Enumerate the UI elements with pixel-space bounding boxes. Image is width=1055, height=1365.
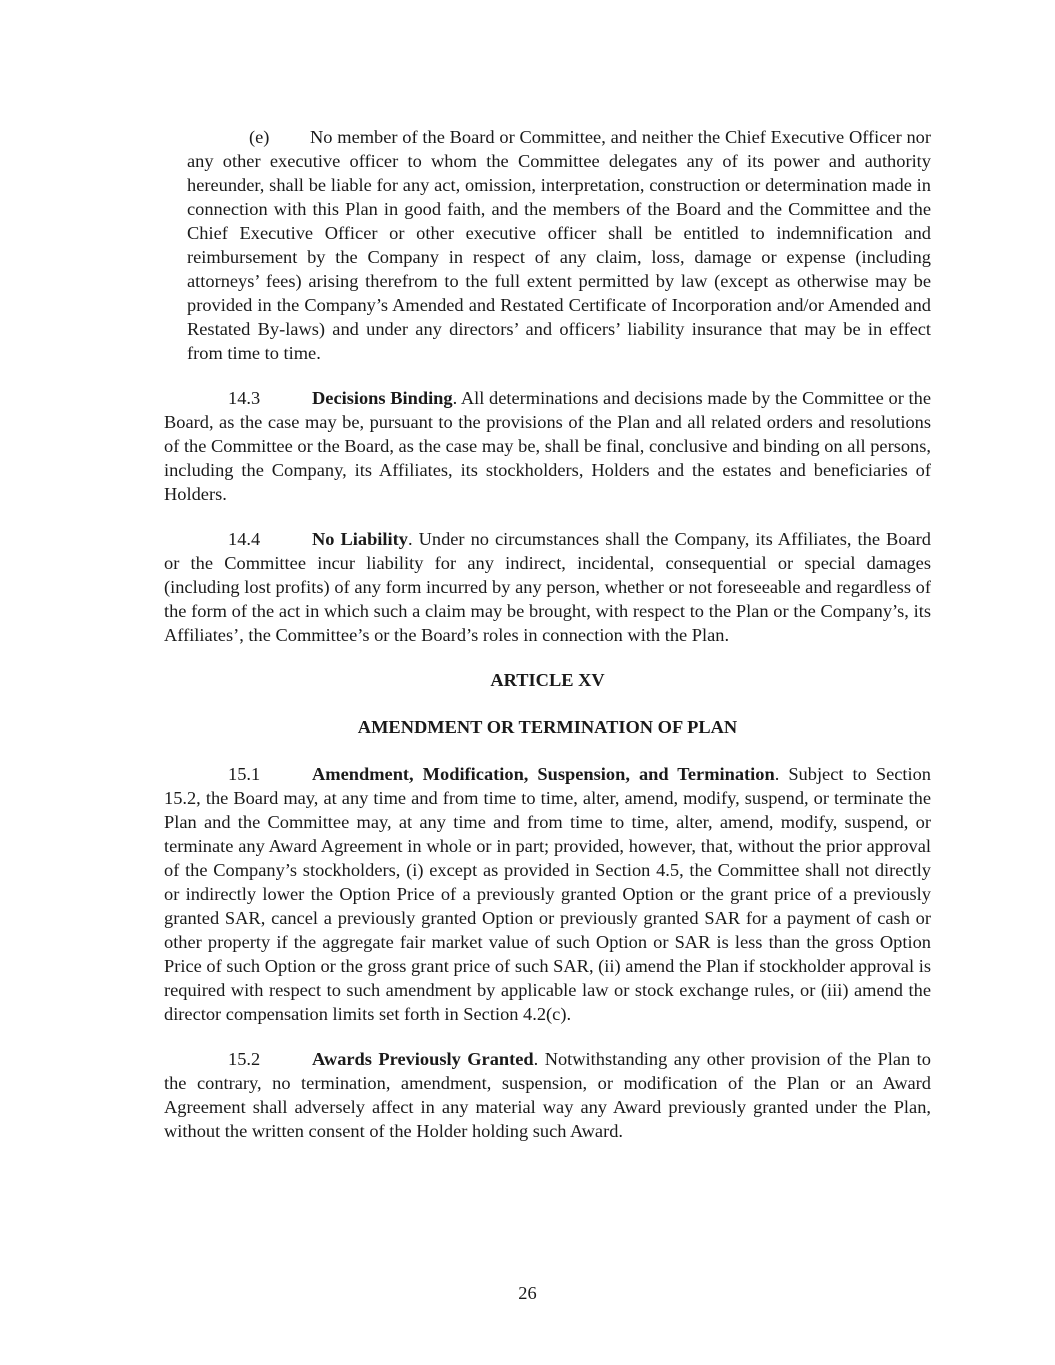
article-subtitle: AMENDMENT OR TERMINATION OF PLAN [357,717,738,737]
section-15-2-paragraph [164,1047,931,1143]
section-14-4-number: 14.4 [228,529,261,549]
section-14-4-text: . Under no circumstances shall the Company, its Affiliates, the Board or the Committee incur liability for any indirect, incidental, consequential or special damages (including lost profits) of any form incurred by any person, whether or not foreseeable and regardless of the form of the act in which such a claim may be brought, with respect to the Plan or the Company’s, its Affiliates’, the Committee’s or the Board’s roles in connection with the Plan. [164,529,931,645]
section-15-2-heading: Awards Previously Granted [312,1049,534,1069]
section-15-1-heading: Amendment, Modification, Suspension, and Termination [312,764,775,784]
section-14-3-number: 14.3 [228,388,261,408]
subsection-e-text: No member of the Board or Committee, and neither the Chief Executive Officer nor any other executive officer to whom the Committee delegates any of its power and authority hereunder, shall be liable for any act, omission, interpretation, construction or determination made in connection with this Plan in good faith, and the members of the Board and the Committee and the Chief Executive Officer or other executive officer shall be entitled to indemnification and reimbursement by the Company in respect of any claim, loss, damage or expense (including attorneys’ fees) arising therefrom to the full extent permitted by law (except as otherwise may be provided in the Company’s Amended and Restated Certificate of Incorporation and/or Amended and Restated By-laws) and under any directors’ and officers’ liability insurance that may be in effect from time to time. [187,127,931,363]
document-page [164,125,931,1164]
article-title: ARTICLE XV [490,670,605,690]
section-14-4-heading: No Liability [312,529,408,549]
subsection-e-label: (e) [249,127,270,147]
section-15-1-paragraph [164,762,931,1026]
section-15-2-number: 15.2 [228,1049,261,1069]
section-15-2-text: . Notwithstanding any other provision of the Plan to the contrary, no termination, amendment, suspension, or modification of the Plan or an Award Agreement shall adversely affect in any material way any Award previously granted under the Plan, without the written consent of the Holder holding such Award. [164,1049,931,1141]
subsection-e-paragraph [187,125,931,365]
section-14-3-paragraph [164,386,931,506]
section-14-3-heading: Decisions Binding [312,388,453,408]
section-15-1-text: . Subject to Section 15.2, the Board may, at any time and from time to time, alter, amend, modify, suspend, or terminate the Plan and the Committee may, at any time and from time to time, alter, amend, modify, suspend, or terminate any Award Agreement in whole or in part; provided, however, that, without the prior approval of the Company’s stockholders, (i) except as provided in Section 4.5, the Committee shall not directly or indirectly lower the Option Price of a previously granted Option or the grant price of a previously granted SAR, cancel a previously granted Option or previously granted SAR for a payment of cash or other property if the aggregate fair market value of such Option or SAR is less than the gross Option Price of such Option or the gross grant price of such SAR, (ii) amend the Plan if stockholder approval is required with respect to such amendment by applicable law or stock exchange rules, or (iii) amend the director compensation limits set forth in Section 4.2(c). [164,764,931,1024]
section-15-1-number: 15.1 [228,764,261,784]
section-14-4-paragraph [164,527,931,647]
section-14-3-text: . All determinations and decisions made by the Committee or the Board, as the case may be, pursuant to the provisions of the Plan and all related orders and resolutions of the Committee or the Board, as the case may be, shall be final, conclusive and binding on all persons, including the Company, its Affiliates, its stockholders, Holders and the estates and beneficiaries of Holders. [164,388,931,504]
page-number: 26 [518,1283,537,1303]
